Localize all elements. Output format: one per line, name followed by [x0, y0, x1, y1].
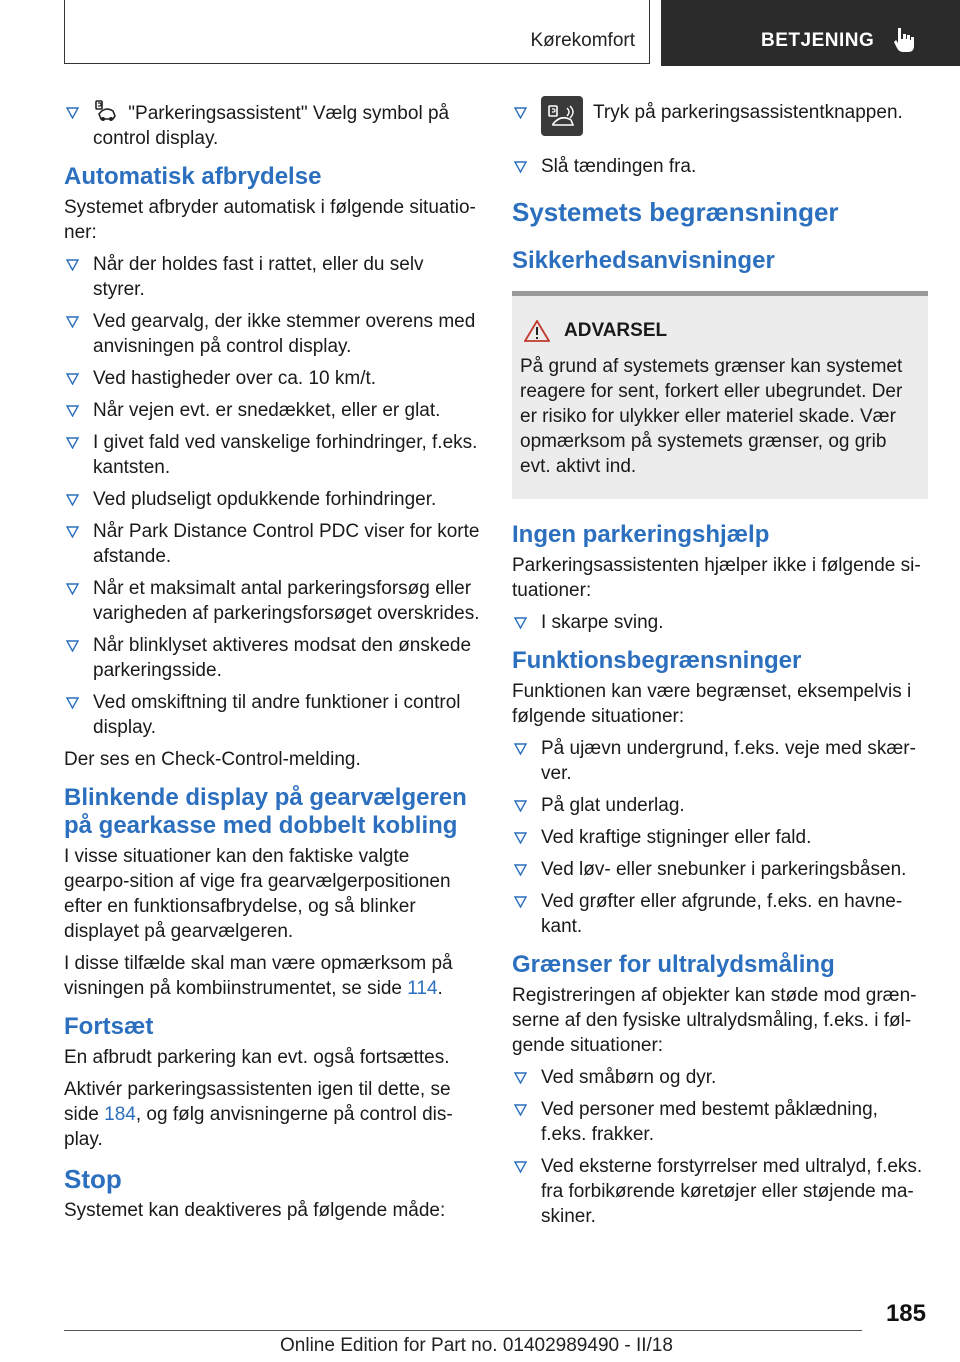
list-item	[64, 366, 480, 391]
list-item	[512, 1154, 928, 1229]
section-tab	[64, 0, 650, 64]
bullet-triangle-icon	[514, 161, 527, 173]
auto-interrupt-list	[64, 252, 480, 740]
list-item	[64, 398, 480, 423]
warning-triangle-icon	[524, 320, 550, 342]
paragraph: Systemet afbryder automatisk i følgende situatio-ner:	[64, 197, 476, 243]
heading-stop: Stop	[64, 1164, 122, 1194]
list-item	[64, 309, 480, 359]
bullet-triangle-icon	[66, 259, 79, 271]
heading-function-limits: Funktionsbegrænsninger	[512, 647, 802, 674]
paragraph-text: .	[437, 978, 443, 999]
list-item	[512, 100, 928, 136]
list-item-text: Ved gearvalg, der ikke stemmer overens med anvisningen på control display.	[93, 311, 476, 357]
list-item-text: Ved pludseligt opdukkende forhindringer.	[93, 489, 437, 510]
heading-system-limits: Systemets begrænsninger	[512, 197, 839, 227]
right-column	[512, 100, 928, 1236]
list-item-text: Når Park Distance Control PDC viser for korte afstande.	[93, 521, 480, 567]
left-column	[64, 100, 480, 1230]
list-item	[512, 793, 928, 818]
warning-box	[512, 291, 928, 499]
paragraph-text: Aktivér parkeringsassistenten igen til dette, se side	[64, 1079, 451, 1125]
footer-divider	[64, 1330, 862, 1331]
list-item-text: Ved hastigheder over ca. 10 km/t.	[93, 368, 377, 389]
paragraph-text: I disse tilfælde skal man være opmærksom på visningen på kombiinstrumentet, se side	[64, 953, 453, 999]
bullet-triangle-icon	[66, 697, 79, 709]
paragraph	[64, 1077, 480, 1152]
list-item	[512, 889, 928, 939]
list-item-text: Når et maksimalt antal parkeringsforsøg eller varigheden af parkeringsforsøget overskrides.	[93, 578, 480, 624]
list-item-text: Slå tændingen fra.	[541, 156, 697, 177]
page-link-184[interactable]: 184	[104, 1104, 136, 1125]
page-number: 185	[885, 1300, 926, 1327]
list-item-text: Når blinklyset aktiveres modsat den ønskede parkeringsside.	[93, 635, 472, 681]
paragraph: Funktionen kan være begrænset, eksempelvis i følgende situationer:	[512, 681, 912, 727]
page-header	[0, 0, 960, 66]
paragraph: Parkeringsassistenten hjælper ikke i følgende si-tuationer:	[512, 555, 921, 601]
bullet-triangle-icon	[66, 405, 79, 417]
list-item-text: På glat underlag.	[541, 795, 685, 816]
bullet-triangle-icon	[66, 107, 79, 119]
list-item-text: Ved grøfter eller afgrunde, f.eks. en havne-kant.	[541, 891, 903, 937]
paragraph: Systemet kan deaktiveres på følgende måde:	[64, 1200, 446, 1221]
parking-assistant-icon	[93, 100, 119, 122]
list-item-text: Tryk på parkeringsassistentknappen.	[593, 102, 903, 123]
ultrasonic-limits-list	[512, 1065, 928, 1229]
warning-title-text: ADVARSEL	[564, 320, 668, 341]
bullet-triangle-icon	[514, 617, 527, 629]
bullet-triangle-icon	[66, 583, 79, 595]
list-item-text: Ved småbørn og dyr.	[541, 1067, 717, 1088]
list-item-text: Ved løv- eller snebunker i parkeringsbåsen.	[541, 859, 907, 880]
list-item	[64, 576, 480, 626]
bullet-triangle-icon	[514, 832, 527, 844]
bullet-triangle-icon	[66, 437, 79, 449]
list-item-text: I givet fald ved vanskelige forhindringer, f.eks. kantsten.	[93, 432, 478, 478]
intro-bullet-text: "Parkeringsassistent" Vælg symbol på control display.	[93, 103, 450, 149]
hand-pointer-icon	[892, 26, 918, 54]
list-item	[512, 857, 928, 882]
list-item	[512, 1097, 928, 1147]
bullet-triangle-icon	[66, 373, 79, 385]
heading-automatic-interruption: Automatisk afbrydelse	[64, 163, 322, 190]
paragraph: En afbrudt parkering kan evt. også fortsættes.	[64, 1047, 450, 1068]
page-link-114[interactable]: 114	[407, 978, 438, 999]
list-item	[512, 1065, 928, 1090]
list-item	[512, 154, 928, 179]
list-item-text: Ved omskiftning til andre funktioner i control display.	[93, 692, 461, 738]
list-item	[64, 633, 480, 683]
chapter-title: BETJENING	[761, 30, 875, 51]
chapter-tab	[661, 0, 960, 66]
list-item-text: Ved eksterne forstyrrelser med ultralyd, f.eks. fra forbikørende køretøjer eller støjende ma-skiner.	[541, 1156, 923, 1227]
paragraph: I visse situationer kan den faktiske valgte gearpo-sition af vige fra gearvælgerpositionen efter en funktionsafbrydelse, og så blinker displayet på gearvælgeren.	[64, 846, 451, 942]
list-item	[512, 825, 928, 850]
parking-assistant-button-icon	[541, 96, 583, 136]
bullet-triangle-icon	[514, 864, 527, 876]
heading-no-parking-help: Ingen parkeringshjælp	[512, 521, 770, 548]
list-item	[512, 736, 928, 786]
warning-title	[520, 320, 920, 342]
bullet-triangle-icon	[514, 743, 527, 755]
bullet-triangle-icon	[514, 800, 527, 812]
paragraph: Der ses en Check-Control-melding.	[64, 749, 361, 770]
list-item-text: Når der holdes fast i rattet, eller du selv styrer.	[93, 254, 424, 300]
paragraph: Registreringen af objekter kan støde mod græn-serne af den fysiske ultralydsmåling, f.eks. i føl-gende situationer:	[512, 985, 917, 1056]
heading-ultrasonic-limits: Grænser for ultralydsmåling	[512, 951, 835, 978]
function-limits-list	[512, 736, 928, 939]
bullet-triangle-icon	[514, 1072, 527, 1084]
list-item	[64, 100, 480, 151]
list-item-text: På ujævn undergrund, f.eks. veje med skær-ver.	[541, 738, 916, 784]
list-item	[64, 487, 480, 512]
footer-edition: Online Edition for Part no. 01402989490 - II/18	[280, 1335, 673, 1356]
heading-safety: Sikkerhedsanvisninger	[512, 247, 775, 274]
bullet-triangle-icon	[514, 896, 527, 908]
bullet-triangle-icon	[66, 526, 79, 538]
paragraph-text: , og følg anvisningerne på control dis-play.	[64, 1104, 453, 1150]
heading-blinking-display: Blinkende display på gearvælgeren på gearkasse med dobbelt kobling	[64, 784, 467, 839]
bullet-triangle-icon	[66, 316, 79, 328]
bullet-triangle-icon	[66, 494, 79, 506]
list-item	[64, 519, 480, 569]
list-item-text: Når vejen evt. er snedækket, eller er glat.	[93, 400, 441, 421]
list-item	[64, 430, 480, 480]
warning-text: På grund af systemets grænser kan systemet reagere for sent, forkert eller ubegrundet. Der er risiko for ulykker eller materiel skade. Vær opmærksom på systemets grænser, og grib evt. aktivt ind.	[520, 356, 903, 477]
bullet-triangle-icon	[514, 1161, 527, 1173]
list-item-text: Ved personer med bestemt påklædning, f.eks. frakker.	[541, 1099, 878, 1145]
bullet-triangle-icon	[66, 640, 79, 652]
section-title: Kørekomfort	[530, 30, 635, 51]
list-item-text: I skarpe sving.	[541, 612, 664, 633]
list-item	[512, 610, 928, 635]
bullet-triangle-icon	[514, 107, 527, 119]
bullet-triangle-icon	[514, 1104, 527, 1116]
list-item-text: Ved kraftige stigninger eller fald.	[541, 827, 812, 848]
paragraph	[64, 951, 480, 1001]
list-item	[64, 252, 480, 302]
list-item	[64, 690, 480, 740]
heading-continue: Fortsæt	[64, 1013, 154, 1040]
